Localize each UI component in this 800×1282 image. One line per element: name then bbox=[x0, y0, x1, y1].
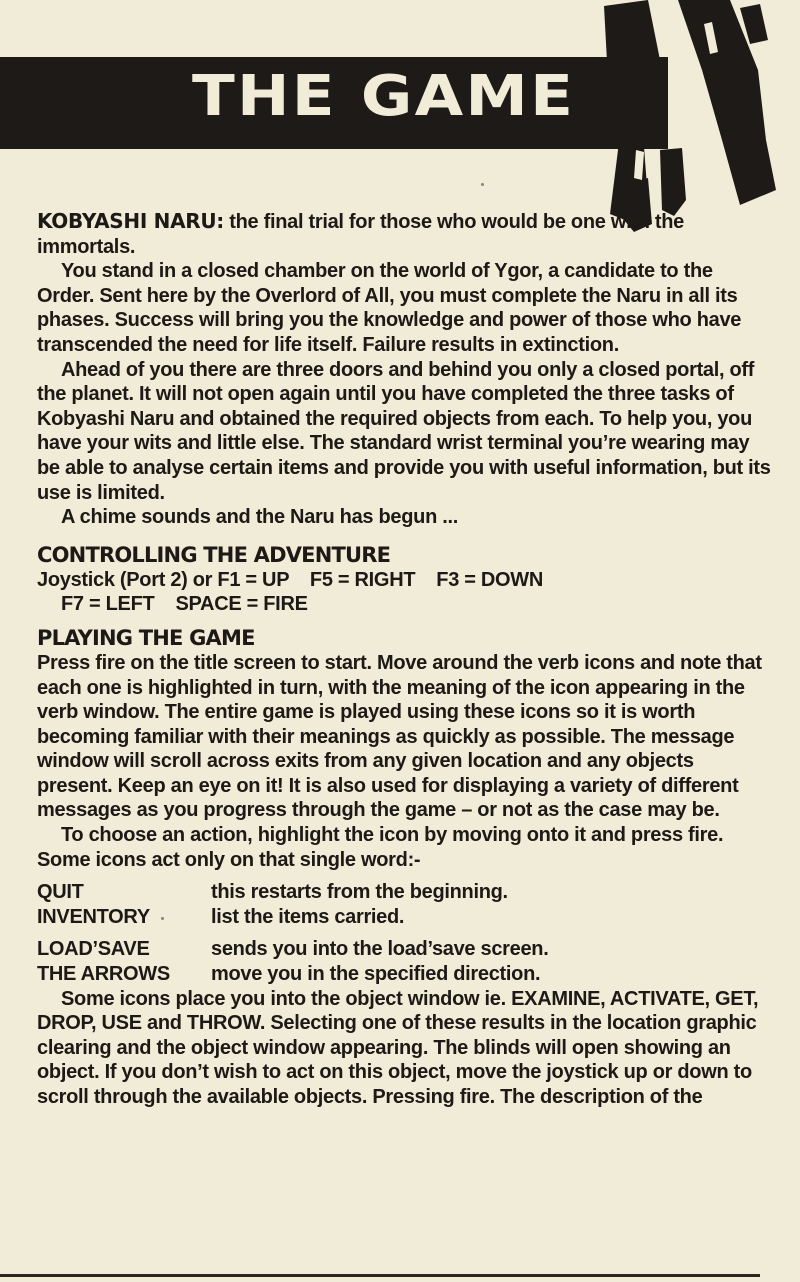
story-paragraph-2: Ahead of you there are three doors and behind you only a closed portal, off the planet. It will not open again until you have completed the three tasks of Kobyashi Naru and obtained the required objects from each. To help you, you have your wits and little else. The standard wrist terminal you’re wearing may be able to analyse certain items and provide you with useful information, but its use is limited. bbox=[37, 358, 771, 504]
command-description: move you in the specified direction. bbox=[211, 963, 541, 986]
paper-speck bbox=[481, 183, 484, 186]
page-title: THE GAME bbox=[192, 64, 576, 129]
controls-line-2: F7 = LEFT SPACE = FIRE bbox=[61, 593, 308, 616]
playing-paragraph-2: To choose an action, highlight the icon by moving onto it and press fire. Some icons act only on that single word:- bbox=[37, 824, 724, 871]
controls-heading: CONTROLLING THE ADVENTURE bbox=[37, 542, 391, 567]
command-row bbox=[37, 880, 772, 905]
command-name: LOAD’SAVE bbox=[37, 938, 150, 961]
command-name: QUIT bbox=[37, 881, 84, 904]
command-name: INVENTORY bbox=[37, 905, 150, 928]
brush-stroke-decoration bbox=[590, 0, 800, 235]
playing-paragraph-3: Some icons place you into the object window ie. EXAMINE, ACTIVATE, GET, DROP, USE and THROW. Selecting one of these results in the location graphic clearing and the object window appearing. The blinds will open showing an object. If you don’t wish to act on this object, move the joystick up or down to scroll through the available objects. Pressing fire. The description of the bbox=[37, 987, 759, 1108]
story-paragraph-1: You stand in a closed chamber on the world of Ygor, a candidate to the Order. Sent here by the Overlord of All, you must complete the Naru in all its phases. Success will bring you the knowledge and power of those who have transcended the need for life itself. Failure results in extinction. bbox=[37, 260, 742, 356]
game-name: KOBYASHI NARU: bbox=[37, 209, 225, 233]
intro-paragraph bbox=[37, 209, 772, 259]
command-row bbox=[37, 905, 772, 930]
command-description: this restarts from the beginning. bbox=[211, 881, 508, 904]
controls-line-1: Joystick (Port 2) or F1 = UP F5 = RIGHT F3 = DOWN bbox=[37, 568, 544, 591]
playing-paragraph-1: Press fire on the title screen to start. Move around the verb icons and note that each one is highlighted in turn, with the meaning of the icon appearing in the verb window. The entire game is played using these icons so it is worth becoming familiar with their meanings as quickly as possible. The message window will scroll across exits from any given location and any objects present. Keep an eye on it! It is also used for displaying a variety of different messages as you progress through the game – or not as the case may be. bbox=[37, 651, 762, 822]
page-bottom-edge bbox=[0, 1274, 760, 1277]
playing-heading: PLAYING THE GAME bbox=[37, 625, 255, 650]
command-list bbox=[37, 880, 772, 986]
intro-tagline: the final trial for those who would be one with the immortals. bbox=[37, 211, 684, 258]
paper-speck bbox=[161, 917, 164, 920]
command-row bbox=[37, 962, 772, 987]
story-paragraph-3: A chime sounds and the Naru has begun ... bbox=[61, 506, 459, 529]
manual-body bbox=[37, 209, 772, 1110]
command-description: sends you into the load’save screen. bbox=[211, 938, 549, 961]
command-description: list the items carried. bbox=[211, 905, 405, 928]
command-name: THE ARROWS bbox=[37, 963, 170, 986]
command-row bbox=[37, 937, 772, 962]
